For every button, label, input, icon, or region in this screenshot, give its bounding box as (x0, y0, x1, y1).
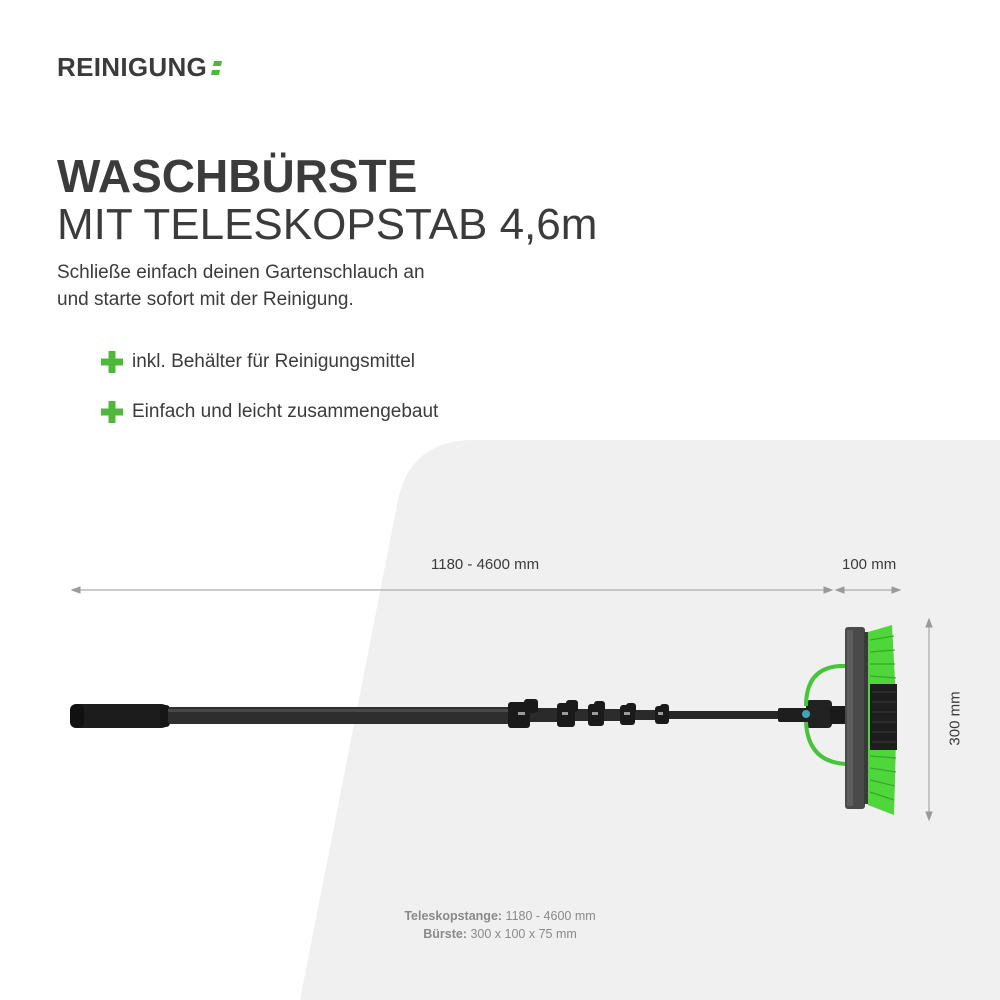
feature-text: inkl. Behälter für Reinigungsmittel (132, 351, 416, 372)
handle-grip (70, 704, 170, 728)
product-subtitle: MIT TELESKOPSTAB 4,6m (57, 200, 598, 249)
spec-value: 1180 - 4600 mm (505, 909, 596, 923)
brush-depth-label: 100 mm (842, 556, 897, 573)
telescopic-pole (168, 699, 783, 728)
specifications (0, 907, 1000, 943)
spec-line (0, 907, 1000, 925)
brush-head (845, 625, 897, 815)
brush-width-arrow (926, 619, 932, 820)
spec-value: 300 x 100 x 75 mm (470, 927, 577, 941)
spec-label: Teleskopstange: (404, 909, 503, 923)
hose-connector (778, 666, 852, 764)
description-line-1: Schließe einfach deinen Gartenschlauch an (57, 262, 425, 283)
spec-line (0, 925, 1000, 943)
feature-text: Einfach und leicht zusammengebaut (132, 401, 439, 422)
brand-label: REINIGUNG (57, 52, 208, 82)
pole-length-label: 1180 - 4600 mm (431, 556, 540, 573)
spec-label: Bürste: (423, 927, 467, 941)
brush-depth-arrow (836, 587, 900, 593)
brush-width-label: 300 mm (946, 691, 964, 746)
pole-dimension-arrow (72, 587, 832, 593)
product-title: WASCHBÜRSTE (57, 150, 418, 202)
description-line-2: und starte sofort mit der Reinigung. (57, 289, 354, 310)
